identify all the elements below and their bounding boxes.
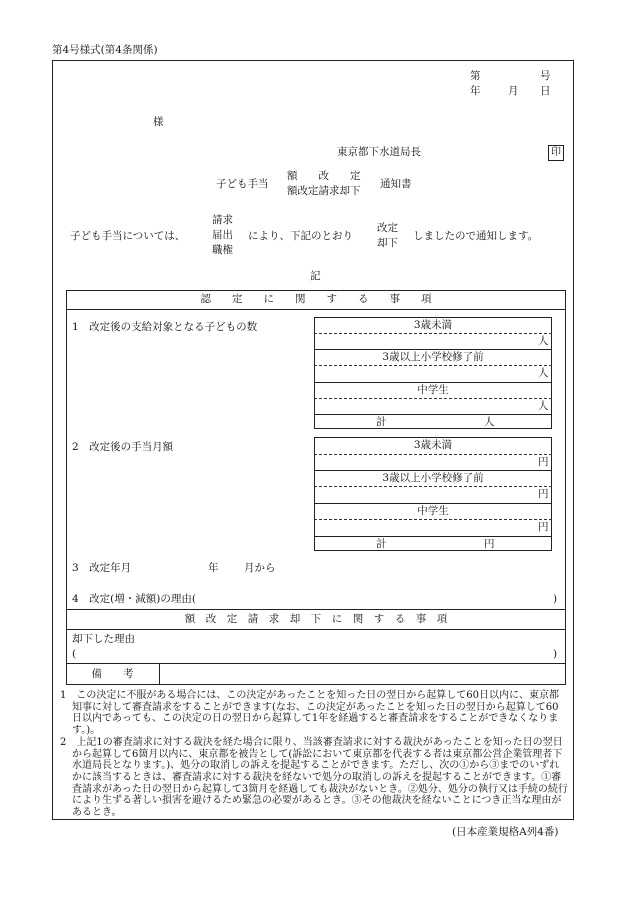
notes xyxy=(60,690,568,819)
item4-label: 4 改定(増・減額)の理由( xyxy=(72,593,196,605)
item1-total-label: 計 xyxy=(376,416,387,428)
item1-row3-unit: 人 xyxy=(538,400,549,412)
item1-total-unit: 人 xyxy=(484,416,495,428)
item3-label: 3 改定年月 xyxy=(72,562,132,574)
item2-label: 2 改定後の手当月額 xyxy=(72,441,174,453)
title-option-1: 額 改 定 xyxy=(287,170,361,182)
item2-total-label: 計 xyxy=(376,538,387,550)
number-label-dai: 第 xyxy=(470,70,481,82)
item2-row3-unit: 円 xyxy=(538,521,549,533)
date-day: 日 xyxy=(540,85,551,97)
intro-option-notification: 届出 xyxy=(212,229,233,241)
item3-month: 月から xyxy=(244,562,276,574)
item1-row2-label: 3歳以上小学校修了前 xyxy=(382,351,484,363)
item2-row2-label: 3歳以上小学校修了前 xyxy=(382,472,484,484)
title-suffix: 通知書 xyxy=(380,178,412,190)
item1-row1-unit: 人 xyxy=(538,335,549,347)
reason-close-paren: ) xyxy=(553,648,558,660)
intro-end: しましたので通知します。 xyxy=(413,230,539,242)
item3-year: 年 xyxy=(208,562,219,574)
number-label-go: 号 xyxy=(540,70,551,82)
section1-header: 認 定 に 関 す る 事 項 xyxy=(200,293,432,305)
reason-open-paren: ( xyxy=(72,648,77,660)
item4-close: ) xyxy=(553,593,558,605)
section2-header: 額 改 定 請 求 却 下 に 関 す る 事 項 xyxy=(184,613,448,625)
item2-row3-label: 中学生 xyxy=(417,505,449,517)
title-option-2: 額改定請求却下 xyxy=(287,185,361,197)
item2-row1-unit: 円 xyxy=(538,456,549,468)
note-1: 1 この決定に不服がある場合には、この決定があったことを知った日の翌日から起算して60日以内に、東京都知事に対して審査請求をすることができます(なお、この決定があったことを知った日の翌日から起算して60日以内であっても、この決定の日の翌日から起算して1年を経過すると審査請求をすることができなくなります。)。 xyxy=(60,690,559,737)
reason-label: 却下した理由 xyxy=(72,633,135,645)
issuer: 東京都下水道局長 xyxy=(337,146,421,158)
form-id: 第4号様式(第4条関係) xyxy=(52,44,158,56)
date-year: 年 xyxy=(470,85,481,97)
item1-row3-label: 中学生 xyxy=(417,384,449,396)
ki-mark: 記 xyxy=(310,270,321,282)
intro-option-authority: 職権 xyxy=(212,244,233,256)
intro-option-revised: 改定 xyxy=(377,222,398,234)
item1-row2-unit: 人 xyxy=(538,367,549,379)
intro-lead: 子ども手当については、 xyxy=(70,230,186,242)
intro-option-request: 請求 xyxy=(212,214,233,226)
footer-spec: (日本産業規格A列4番) xyxy=(452,826,559,838)
item2-row2-unit: 円 xyxy=(538,488,549,500)
remarks-label: 備 考 xyxy=(91,668,134,680)
item2-total-unit: 円 xyxy=(484,538,495,550)
intro-option-rejected: 却下 xyxy=(377,237,398,249)
item1-row1-label: 3歳未満 xyxy=(413,319,453,331)
title-prefix: 子ども手当 xyxy=(216,178,269,190)
recipient-suffix: 様 xyxy=(153,116,164,128)
item2-row1-label: 3歳未満 xyxy=(413,439,453,451)
intro-middle: により、下記のとおり xyxy=(248,230,353,242)
seal-mark: 印 xyxy=(548,145,564,161)
date-month: 月 xyxy=(508,85,519,97)
note-2: 2 上記1の審査請求に対する裁決を経た場合に限り、当該審査請求に対する裁決があったことを知った日の翌日から起算して6箇月以内に、東京都を被告として(訴訟において東京都を代表する者は東京都公営企業管理者下水道局長となります。)、処分の取消しの訴えを提起することができます。ただし、次の①から③までのいずれかに該当するときは、審査請求に対する裁決を経ないで処分の取消しの訴えを提起することができます。①審査請求があった日の翌日から起算して3箇月を経過しても裁決がないとき。②処分、処分の執行又は手続の続行により生ずる著しい損害を避けるため緊急の必要があるとき。③その他裁決を経ないことにつき正当な理由があるとき。 xyxy=(60,736,568,819)
item1-label: 1 改定後の支給対象となる子どもの数 xyxy=(72,321,258,333)
